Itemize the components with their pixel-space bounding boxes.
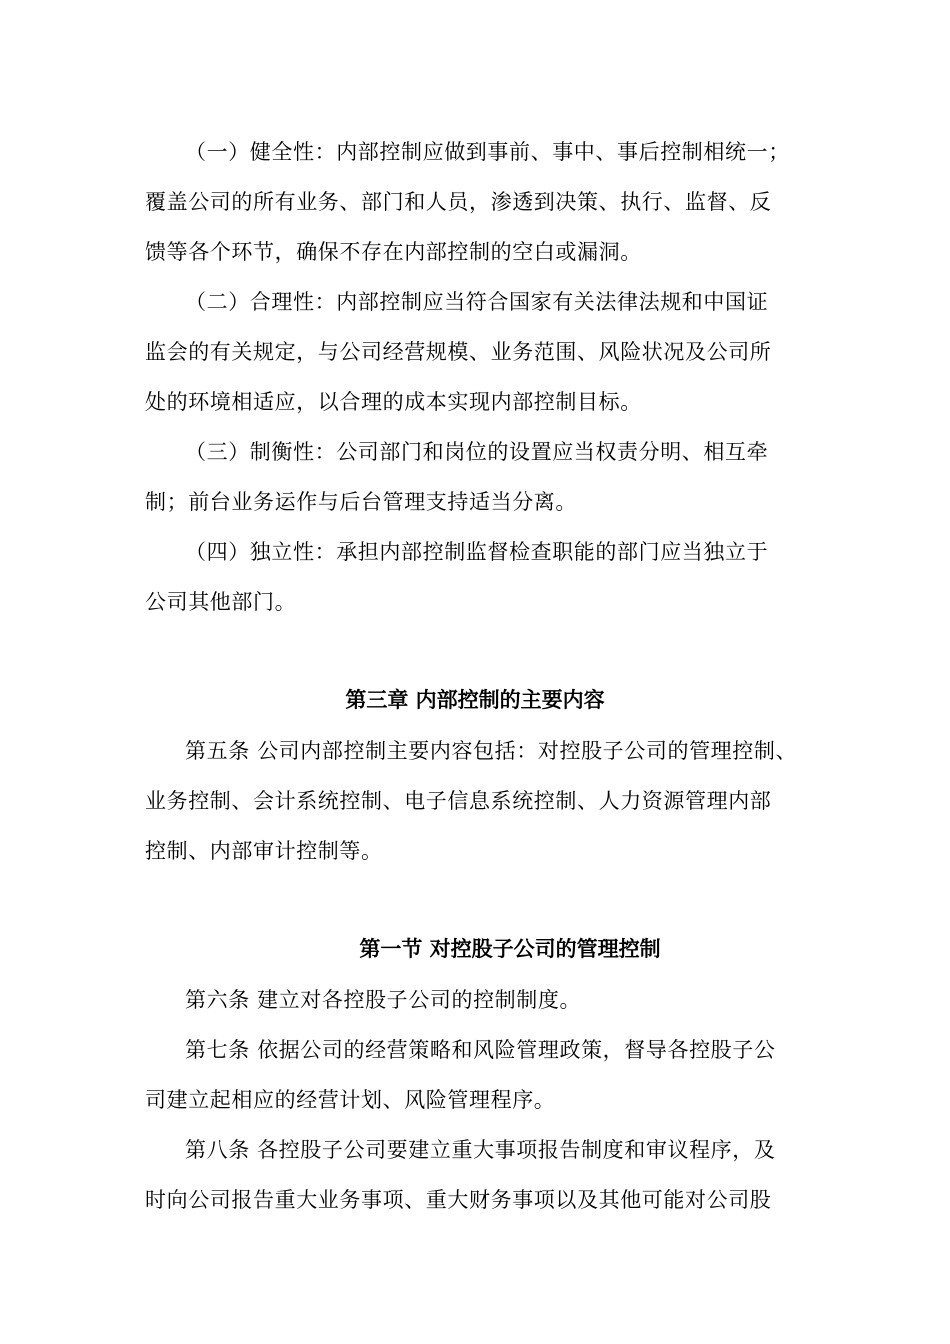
paragraph-line: （三）制衡性：公司部门和岗位的设置应当权责分明、相互牵: [185, 440, 769, 464]
paragraph-line: 处的环境相适应，以合理的成本实现内部控制目标。: [145, 390, 642, 414]
article-line: 司建立起相应的经营计划、风险管理程序。: [145, 1088, 556, 1112]
paragraph-line: 馈等各个环节，确保不存在内部控制的空白或漏洞。: [145, 240, 642, 264]
paragraph-line: （四）独立性：承担内部控制监督检查职能的部门应当独立于: [185, 540, 769, 564]
paragraph-line: 监会的有关规定，与公司经营规模、业务范围、风险状况及公司所: [145, 340, 772, 364]
section-heading: 第一节 对控股子公司的管理控制: [359, 937, 661, 961]
article-line: 控制、内部审计控制等。: [145, 839, 383, 863]
paragraph-line: 公司其他部门。: [145, 590, 297, 614]
paragraph-line: 覆盖公司的所有业务、部门和人员，渗透到决策、执行、监督、反: [145, 190, 772, 214]
paragraph-line: （二）合理性：内部控制应当符合国家有关法律法规和中国证: [185, 290, 769, 314]
article-line: 第七条 依据公司的经营策略和风险管理政策，督导各控股子公: [185, 1038, 776, 1062]
article-line: 第五条 公司内部控制主要内容包括：对控股子公司的管理控制、: [185, 739, 798, 763]
article-line: 第六条 建立对各控股子公司的控制制度。: [185, 988, 582, 1012]
paragraph-line: 制；前台业务运作与后台管理支持适当分离。: [145, 490, 577, 514]
article-line: 第八条 各控股子公司要建立重大事项报告制度和审议程序，及: [185, 1138, 776, 1162]
article-line: 时向公司报告重大业务事项、重大财务事项以及其他可能对公司股: [145, 1188, 772, 1212]
chapter-heading: 第三章 内部控制的主要内容: [345, 688, 605, 712]
paragraph-line: （一）健全性：内部控制应做到事前、事中、事后控制相统一；: [185, 140, 790, 164]
article-line: 业务控制、会计系统控制、电子信息系统控制、人力资源管理内部: [145, 789, 772, 813]
